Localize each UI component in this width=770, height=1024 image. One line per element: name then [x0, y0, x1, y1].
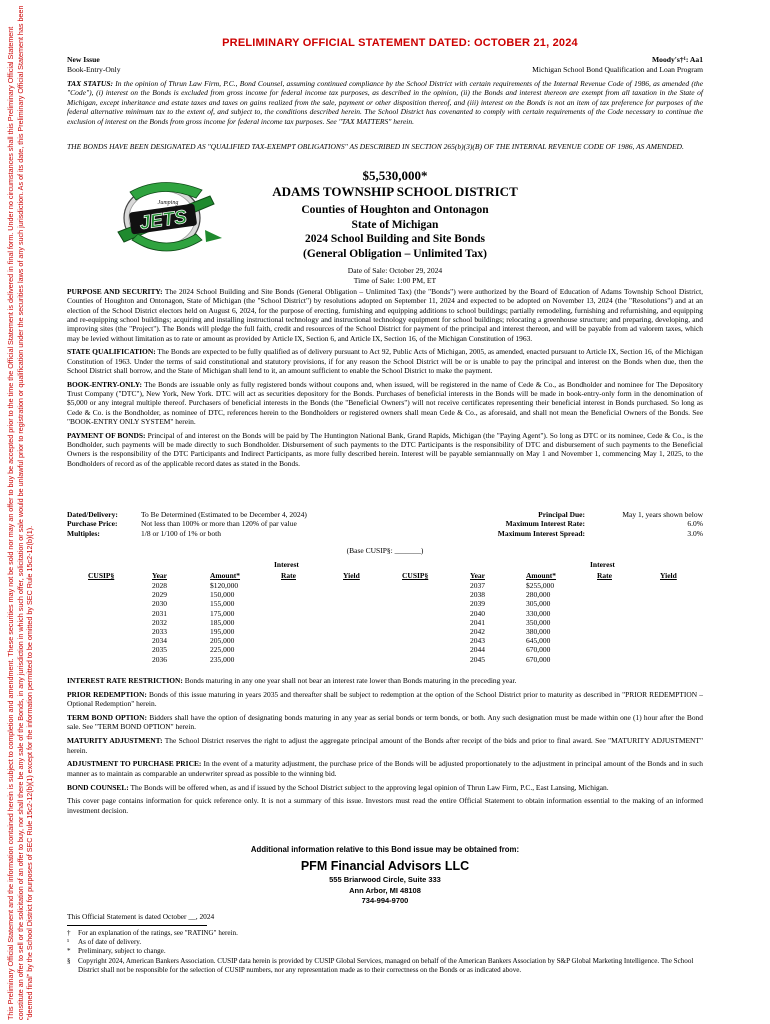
year-header: Year [152, 571, 167, 580]
quick-reference-note: This cover page contains information for quick reference only. It is not a summary of this issue. Investors must read the entire Official Statement to obtain information essential to the making of an informed investment decision. [67, 796, 703, 815]
multiples-value: 1/8 or 1/100 of 1% or both [141, 528, 221, 538]
rate-header: Rate [597, 571, 612, 580]
bond-title [230, 168, 560, 286]
main-paragraphs [67, 287, 703, 472]
counties-line: Counties of Houghton and Ontonagon [301, 204, 489, 216]
payment-paragraph: PAYMENT OF BONDS: Principal of and interest on the Bonds will be paid by The Huntington National Bank, Grand Rapids, Michigan (the "Paying Agent"). So long as DTC or its nominee, Cede & Co., is the Bondholder, such payments will be made directly to such Bondholder. Disbursement of such payments to the DTC Participants is the responsibility of DTC and disbursement of such payments to the Beneficial Owners is the responsibility of the DTC Participants and Indirect Participants, as more fully described herein. Interest will be payable semiannually on May 1 and November 1, commencing May 1, 2025, to the Bondholders of record as of the applicable record dates as stated in the Bonds. [67, 430, 703, 468]
dated-value: To Be Determined (Estimated to be December 4, 2024) [141, 510, 307, 519]
jets-logo-icon [110, 170, 225, 265]
year-column: 2028 2029 2030 2031 2032 2033 2034 2035 2036 [152, 581, 167, 664]
financial-advisor [67, 845, 703, 907]
footnotes [67, 925, 703, 975]
cusip-header: CUSIP§ [402, 571, 429, 580]
year-column: 2037 2038 2039 2040 2041 2042 2043 2044 2045 [470, 581, 485, 664]
amount-header: Amount* [526, 571, 557, 580]
max-spread-label: Maximum Interest Spread: [497, 528, 585, 538]
purchase-price-value: Not less than 100% or more than 120% of par value [141, 519, 297, 529]
principal-due-value: May 1, years shown below [622, 510, 703, 519]
advisor-city: Ann Arbor, MI 48108 [349, 885, 421, 895]
yield-header: Yield [343, 571, 360, 580]
cusip-header: CUSIP§ [88, 571, 115, 580]
sidebar-notice: This Preliminary Official Statement and the information contained herein is subject to completion and amendment. These securities may not be sold nor may an offer to buy be accepted prior to the time the Official Statement is delivered in final form. Under no circumstances shall this Preliminary Official Statement constitute an offer to sell or the solicitation of an offer to buy, nor shall there be any sale of the Bonds, in any jurisdiction in which such offer, solicitation or sale would be unlawful prior to registration or qualification under the securities laws of any such jurisdiction. As of its date, this Preliminary Official Statement has been "deemed final" by the School District for purposes of SEC Rule 15c2-12(b)(1) except for the information permitted to be omitted by SEC Rule 15c2-12(b)(1). [6, 5, 34, 1020]
advisor-phone: 734-994-9700 [361, 896, 409, 905]
yield-header: Yield [660, 571, 677, 580]
dated-label: Dated/Delivery: [67, 510, 118, 519]
book-entry-label: Book-Entry-Only [67, 65, 121, 74]
amount-header: Amount* [210, 571, 241, 580]
interest-rate-restriction: INTEREST RATE RESTRICTION: Bonds maturing in any one year shall not bear an interest rate lower than Bonds maturing in the preceding year. [67, 676, 517, 685]
max-rate-label: Maximum Interest Rate: [505, 519, 585, 529]
bottom-paragraphs [67, 676, 703, 820]
purpose-paragraph: PURPOSE AND SECURITY: The 2024 School Building and Site Bonds (General Obligation – Unlimited Tax) (the "Bonds") were authorized by the Board of Education of Adams Township School District, Counties of Houghton and Ontonagon, State of Michigan (the "School District") by resolutions adopted on September 11, 2024 and expected to be adopted on November 13, 2024 (the "Resolutions") and at an election of the School District electors held on August 6, 2024, for the purpose of erecting, furnishing and equipping additions to school buildings; partially remodeling, furnishing and refurnishing, and equipping and re-equipping school buildings; acquiring and installing instructional technology and instructional technology equipment for school buildings; relocating a greenhouse structure; and preparing, developing, and improving sites (the "Project"). The Bonds will pledge the full faith, credit and resources of the School District for payment of the principal and interest thereon, and will be payable from ad valorem taxes, which may be levied without limitation as to rate or amount as provided by Article IX, Section 6, and Article IX, Section 16, of the Michigan Constitution of 1963. [67, 287, 703, 343]
interest-header: Interest [274, 560, 299, 569]
sale-date: Date of Sale: October 29, 2024 [347, 266, 443, 275]
tax-status [67, 79, 703, 126]
principal-due-label: Principal Due: [538, 510, 585, 519]
interest-header: Interest [590, 560, 615, 569]
advisor-intro: Additional information relative to this Bond issue may be obtained from: [250, 845, 520, 854]
logo-top-text: Jumping [157, 200, 179, 206]
year-header: Year [470, 571, 485, 580]
term-bond-option: TERM BOND OPTION: Bidders shall have the option of designating bonds maturing in any year as serial bonds or term bonds, or both. Any such designation must be made within one (1) hour after the Bond sale. See "TERM BOND OPTION" herein. [67, 713, 703, 732]
footnote: § Copyright 2024, American Bankers Association. CUSIP data herein is provided by CUSIP Global Services, managed on behalf of the American Bankers Association by S&P Global Marketing Intelligence. The School District shall not be responsible for the selection of CUSIP numbers, nor any representation made as to their correctness on the Bonds or as indicated above. [67, 956, 694, 974]
new-issue-label: New Issue [67, 55, 100, 64]
advisor-name: PFM Financial Advisors LLC [300, 859, 470, 873]
tax-status-text: In the opinion of Thrun Law Firm, P.C., Bond Counsel, assuming continued compliance by the School District with certain requirements of the Internal Revenue Code of 1986, as amended (the "Code"), (i) interest on the Bonds is excluded from gross income for federal income tax purposes, as described in the opinion, (ii) the Bonds and interest thereon are exempt from all taxation in the State of Michigan, except inheritance and estate taxes and taxes on gains realized from the sale, payment or other disposition thereof, and (iii) interest on the Bonds is not an item of tax preference for purposes of the federal alternative minimum tax to the extent of, and subject to, the conditions described herein. The School District has covenanted to comply with certain requirements of the Code necessary to continue the exclusion of interest on the Bonds from gross income for federal income tax purposes. See "TAX MATTERS" herein. [67, 79, 703, 126]
footnote: ¹ As of date of delivery. [67, 938, 142, 947]
max-spread-value: 3.0% [687, 528, 703, 538]
amount-column: $120,000 150,000 155,000 175,000 185,000 195,000 205,000 225,000 235,000 [210, 581, 239, 664]
state-line: State of Michigan [351, 218, 439, 231]
school-logo [110, 170, 225, 265]
book-entry-paragraph: BOOK-ENTRY-ONLY: The Bonds are issuable only as fully registered bonds without coupons and, when issued, will be registered in the name of Cede & Co., as Bondholder and nominee for The Depository Trust Company ("DTC"), New York, New York. DTC will act as securities depository for the Bonds. Purchases of beneficial interests in the Bonds will be made in book-entry-only form in the denomination of $5,000 or any integral multiple thereof. Purchasers of beneficial interests in the Bonds (the "Beneficial Owners") will not receive certificates representing their beneficial interest in Bonds purchased. So long as Cede & Co. is the Bondholder, as nominee of DTC, references herein to the Bondholders or registered owners shall mean Cede & Co., as aforesaid, and shall not mean the Beneficial Owners of the Bonds. See "BOOK-ENTRY ONLY SYSTEM" herein. [67, 379, 703, 427]
maturity-adjustment: MATURITY ADJUSTMENT: The School District reserves the right to adjust the aggregate principal amount of the Bonds after receipt of the bids and prior to final award. See "MATURITY ADJUSTMENT" herein. [67, 736, 704, 755]
red-herring-sidebar [6, 4, 64, 1020]
prior-redemption: PRIOR REDEMPTION: Bonds of this issue maturing in years 2035 and thereafter shall be subject to redemption at the option of the School District prior to maturity as described in "PRIOR REDEMPTION – Optional Redemption" herein. [67, 689, 703, 709]
logo-text: JETS [138, 206, 189, 235]
tax-status-label: TAX STATUS: [67, 79, 114, 88]
footnote: † For an explanation of the ratings, see "RATING" herein. [67, 929, 238, 937]
statement-date: This Official Statement is dated October __, 2024 [67, 912, 215, 921]
adjustment-purchase-price: ADJUSTMENT TO PURCHASE PRICE: In the event of a maturity adjustment, the purchase price of the Bonds will be adjusted proportionately to the adjustment in principal amount of the Bonds and in such manner as to maintain as comparable an underwriter spread as possible to the winning bid. [67, 759, 703, 778]
qualification-label: Michigan School Bond Qualification and Loan Program [532, 65, 703, 74]
footnote: * Preliminary, subject to change. [67, 947, 166, 956]
sale-time: Time of Sale: 1:00 PM, ET [353, 276, 437, 285]
district-name: ADAMS TOWNSHIP SCHOOL DISTRICT [272, 184, 518, 199]
qualified-tax-exempt-note: THE BONDS HAVE BEEN DESIGNATED AS "QUALIFIED TAX-EXEMPT OBLIGATIONS" AS DESCRIBED IN SECTION 265(b)(3)(B) OF THE INTERNAL REVENUE CODE OF 1986, AS AMENDED. [67, 142, 684, 151]
max-rate-value: 6.0% [687, 519, 703, 529]
rating-label: Moody's†¹: Aa1 [651, 55, 703, 64]
multiples-label: Multiples: [67, 528, 100, 538]
bond-name-line: 2024 School Building and Site Bonds [305, 233, 485, 245]
purchase-price-label: Purchase Price: [67, 519, 118, 529]
bond-counsel: BOND COUNSEL: The Bonds will be offered when, as and if issued by the School District subject to the approving legal opinion of Thrun Law Firm, P.C., East Lansing, Michigan. [67, 782, 609, 792]
amount-column: $255,000 280,000 305,000 330,000 350,000 380,000 645,000 670,000 670,000 [526, 581, 555, 664]
state-qualification-paragraph: STATE QUALIFICATION: The Bonds are expected to be fully qualified as of delivery pursuant to Act 92, Public Acts of Michigan, 2005, as amended, enacted pursuant to Article IX, Section 16, of the Michigan Constitution of 1963. Under the terms of said constitutional and statutory provisions, if for any reason the School District will be or is unable to pay the principal and interest on the Bonds when due, then the School District shall borrow, and the State of Michigan shall lend to it, an amount sufficient to enable the School District to make the payment. [67, 347, 703, 376]
bond-type-line: (General Obligation – Unlimited Tax) [302, 247, 487, 260]
base-cusip: (Base CUSIP§: _______) [346, 546, 424, 555]
preliminary-heading: PRELIMINARY OFFICIAL STATEMENT DATED: OCTOBER 21, 2024 [222, 37, 578, 49]
rate-header: Rate [281, 571, 296, 580]
bond-amount: $5,530,000* [362, 168, 428, 183]
advisor-street: 555 Briarwood Circle, Suite 333 [329, 875, 441, 884]
